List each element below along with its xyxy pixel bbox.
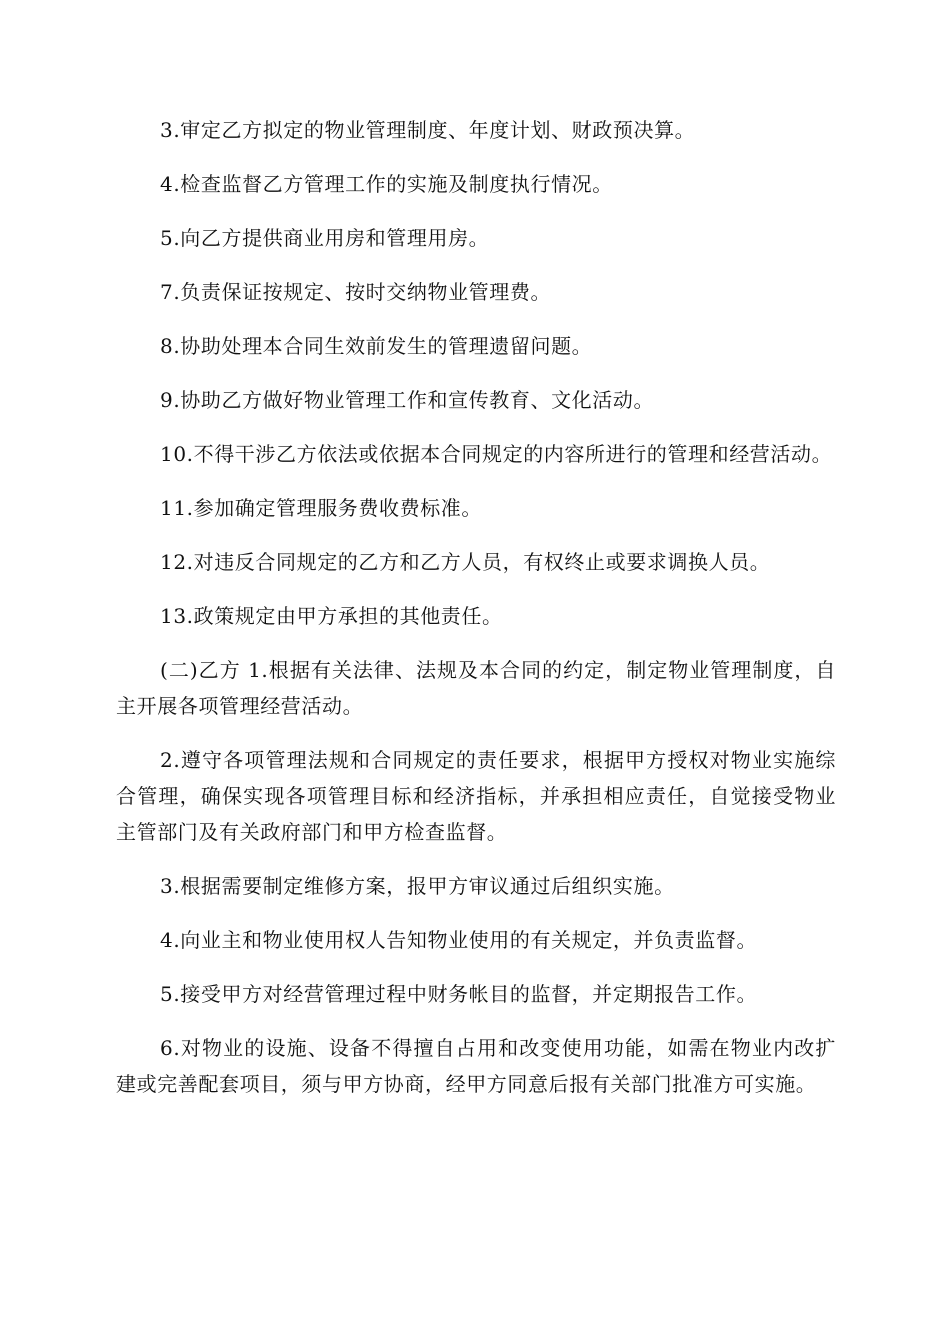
paragraph-7: 10.不得干涉乙方依法或依据本合同规定的内容所进行的管理和经营活动。 (160, 442, 833, 466)
paragraph-16: 6.对物业的设施、设备不得擅自占用和改变使用功能，如需在物业内改扩建或完善配套项目，须与甲方协商，经甲方同意后报有关部门批准方可实施。 (116, 1036, 836, 1096)
paragraph-4: 7.负责保证按规定、按时交纳物业管理费。 (160, 280, 552, 304)
paragraph-15: 5.接受甲方对经营管理过程中财务帐目的监督，并定期报告工作。 (160, 982, 758, 1006)
paragraph-13: 3.根据需要制定维修方案，报甲方审议通过后组织实施。 (160, 874, 675, 898)
paragraph-8: 11.参加确定管理服务费收费标准。 (160, 496, 483, 520)
document-body (116, 112, 836, 1120)
paragraph-11: (二)乙方 1.根据有关法律、法规及本合同的约定，制定物业管理制度，自主开展各项管理经营活动。 (116, 658, 836, 718)
paragraph-5: 8.协助处理本合同生效前发生的管理遗留问题。 (160, 334, 593, 358)
paragraph-10: 13.政策规定由甲方承担的其他责任。 (160, 604, 503, 628)
paragraph-9: 12.对违反合同规定的乙方和乙方人员，有权终止或要求调换人员。 (160, 550, 771, 574)
paragraph-14: 4.向业主和物业使用权人告知物业使用的有关规定，并负责监督。 (160, 928, 758, 952)
paragraph-2: 4.检查监督乙方管理工作的实施及制度执行情况。 (160, 172, 613, 196)
paragraph-6: 9.协助乙方做好物业管理工作和宣传教育、文化活动。 (160, 388, 655, 412)
paragraph-3: 5.向乙方提供商业用房和管理用房。 (160, 226, 490, 250)
paragraph-1: 3.审定乙方拟定的物业管理制度、年度计划、财政预决算。 (160, 118, 696, 142)
paragraph-12: 2.遵守各项管理法规和合同规定的责任要求，根据甲方授权对物业实施综合管理，确保实现各项管理目标和经济指标，并承担相应责任，自觉接受物业主管部门及有关政府部门和甲方检查监督。 (116, 748, 836, 844)
